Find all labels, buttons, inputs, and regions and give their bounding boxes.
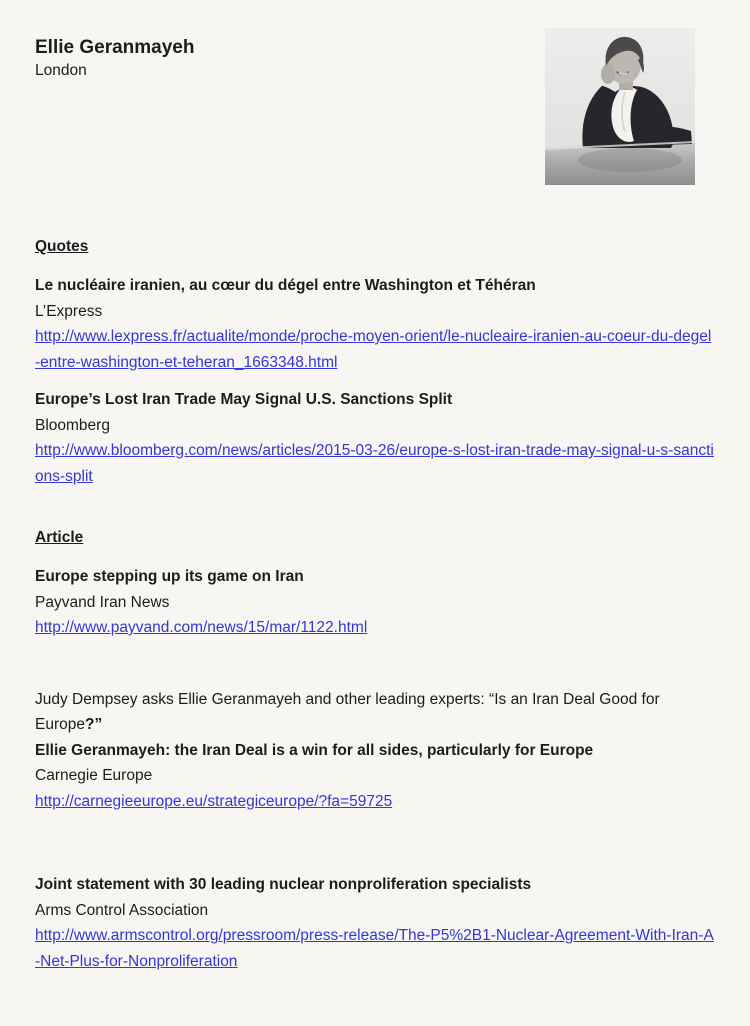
entry-link-line bbox=[35, 324, 716, 375]
entry-title: Joint statement with 30 leading nuclear nonproliferation specialists bbox=[35, 876, 532, 893]
entry-link-line bbox=[35, 789, 716, 815]
entry-title: Ellie Geranmayeh: the Iran Deal is a win for all sides, particularly for Europe bbox=[35, 741, 594, 759]
entry-intro-text: Judy Dempsey asks Ellie Geranmayeh and other leading experts: “Is an Iran Deal Good for Europe bbox=[35, 690, 660, 733]
entry-link-line bbox=[35, 923, 716, 974]
entry-intro-bold-suffix: ?” bbox=[84, 716, 103, 733]
entry-source: Carnegie Europe bbox=[35, 767, 153, 784]
page-title: Ellie Geranmayeh bbox=[35, 37, 195, 58]
entry-link[interactable]: http://carnegieeurope.eu/strategiceurope/?fa=59725 bbox=[35, 792, 393, 810]
entry-source: Bloomberg bbox=[35, 416, 110, 434]
entry-link[interactable]: http://www.bloomberg.com/news/articles/2015-03-26/europe-s-lost-iran-trade-may-signal-u-s-sanctions-split bbox=[35, 442, 714, 485]
entry-payvand bbox=[35, 564, 716, 641]
section-heading-article: Article bbox=[35, 529, 84, 546]
entry-bloomberg bbox=[35, 387, 716, 489]
entry-link-line bbox=[35, 438, 716, 489]
entry-title: Europe’s Lost Iran Trade May Signal U.S. Sanctions Split bbox=[35, 391, 453, 408]
entry-link-line bbox=[35, 615, 716, 641]
entry-armscontrol bbox=[35, 872, 716, 974]
entry-intro bbox=[35, 687, 716, 738]
entry-source: Payvand Iran News bbox=[35, 593, 170, 611]
entry-link[interactable]: http://www.armscontrol.org/pressroom/press-release/The-P5%2B1-Nuclear-Agreement-With-Iran-A-Net-Plus-for-Nonproliferation bbox=[35, 927, 714, 970]
entry-title: Le nucléaire iranien, au cœur du dégel entre Washington et Téhéran bbox=[35, 277, 536, 294]
entry-link[interactable]: http://www.payvand.com/news/15/mar/1122.html bbox=[35, 619, 368, 636]
entry-source: L’Express bbox=[35, 302, 103, 320]
section-heading-quotes: Quotes bbox=[35, 238, 89, 255]
location-text: London bbox=[35, 62, 87, 79]
entry-source: Arms Control Association bbox=[35, 901, 209, 919]
entry-lexpress bbox=[35, 273, 716, 375]
entry-carnegie bbox=[35, 687, 716, 815]
entry-link[interactable]: http://www.lexpress.fr/actualite/monde/proche-moyen-orient/le-nucleaire-iranien-au-coeur-du-degel-entre-washington-et-teheran_1663348.html bbox=[35, 328, 712, 371]
entry-title: Europe stepping up its game on Iran bbox=[35, 568, 304, 585]
